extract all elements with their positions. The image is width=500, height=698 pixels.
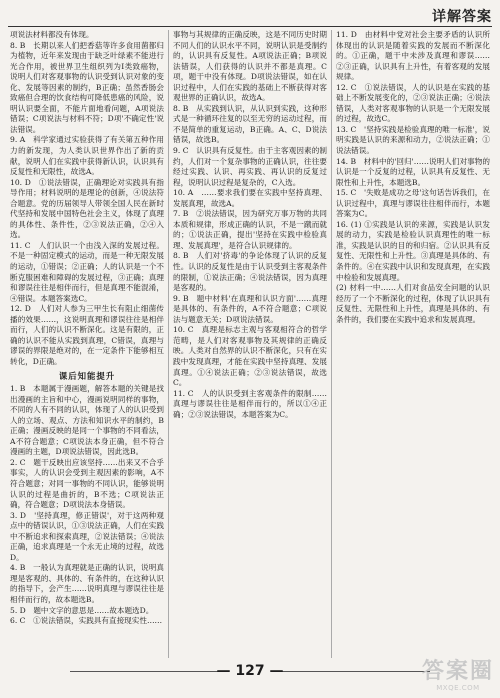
answer-paragraph: 8. B 长期以来人们把香菇等许多食用菌都归为植物，近年来发现由于缺乏叶绿素不能进行光合作用，被世界卫生组织列为Ⅰ类致癌物，说明人们对客观事物的认识受到认识对象的变化、发展等因素的制约，B正确；虽然香肠会致癌但合理的饮食结构可降低患癌的风险，说明认识要全面，不能片面地看问题，A项说法错误；C项说法与材料不符；D项'不确定性'说法错误。 bbox=[10, 40, 164, 134]
answer-paragraph: 4. B 一般认为真理就是正确的认识，说明真理是客观的、具体的、有条件的，在这种认识的指导下，会产生……说明真理与谬误往往是相伴而行的，故本题选B。 bbox=[10, 563, 164, 604]
answer-paragraph: 9. A 科学家通过实验获得了有关第五种作用力的新发现，为人类认识世界作出了新的贡献，说明人们在实践中获得新认识，认识具有反复性和无限性，故选A。 bbox=[10, 135, 164, 177]
answer-paragraph: 14. B 材料中的'回归'……说明人们对事物的认识是一个反复的过程，认识具有反复性、无限性和上升性，本题选B。 bbox=[336, 156, 490, 187]
answer-paragraph: 事物与其规律的正确反映，这是不同历史时期不同人们的认识水平不同，说明认识是受制约的，认识具有反复性。A项说法正确；B项说法错误，人们获得的认识并不都是真理。C项，题干中没有体现。D项说法错误，如在认识过程中，人们在实践的基础上不断获得对客观世界的正确认识，故选A。 bbox=[173, 30, 327, 103]
answer-paragraph: 12. D 人们对人参为三甲生长有阻止细菌传播的效果……，这说明真理和谬误往往是相伴而行，人们的认识不断深化。这是有限的，正确的认识不能从实践到真理，C错误，真理与谬误的界限是绝对的，在一定条件下能够相互转化，D正确。 bbox=[10, 304, 164, 366]
answer-paragraph: 16. (1) ①实践是认识的来源，实践是认识发展的动力，实践是检验认识真理性的唯一标准，实践是认识的目的和归宿。②认识具有反复性、无限性和上升性。③真理是具体的、有条件的。④在实践中认识和发现真理，在实践中检验和发展真理。 bbox=[336, 219, 490, 282]
answer-paragraph: 9. C 认识具有反复性。由于主客观因素的制约，人们对一个复杂事物的正确认识，往往要经过实践、认识、再实践、再认识的反复过程，说明认识过程是复杂的，C入选。 bbox=[173, 146, 327, 187]
answer-paragraph: 13. C '坚持实践是检验真理的唯一标准'，说明实践是认识的来源和动力，②说法正确；①说法错误。 bbox=[336, 124, 490, 156]
answer-paragraph: 1. B 本题属于漫画题，解答本题的关键是找出漫画的主旨和中心，漫画说明同样的事物，不同的人有不同的认识，体现了人的认识受到人的立场、观点、方法和知识水平的制约，B正确；漫画反映的是同一个事物的不同看法，A不符合题意；C项说法本身正确，但不符合漫画的主题，D项说法错误，因此选B。 bbox=[10, 384, 164, 457]
answer-paragraph: 8. B 人们对'挤毒'的争论体现了认识的反复性。认识的反复性是由于认识受到主客观条件的限制，①说法正确；④说法错误，因为真理是客观的。 bbox=[173, 251, 327, 293]
answer-paragraph: (2) 材料一中……人们对食品安全问题的认识经历了一个不断深化的过程，体现了认识具有反复性、无限性和上升性，真理是具体的、有条件的，我们要在实践中追求和发展真理。 bbox=[336, 283, 490, 324]
answer-paragraph: 15. C '失败是成功之母'这句话告诉我们，在认识过程中，真理与谬误往往相伴而行，本题答案为C。 bbox=[336, 188, 490, 219]
header-title: 详解答案 bbox=[432, 9, 492, 25]
answer-paragraph: 8. B 从实践到认识，从认识到实践，这种形式是一种循环往复的以至无穷的运动过程，而不是简单的重复运动，B正确。A、C、D说法错误，故选B。 bbox=[173, 103, 327, 145]
answer-column-3 bbox=[336, 30, 490, 325]
watermark-logo bbox=[422, 660, 494, 692]
answer-paragraph: 12. C ①说法错误，人的认识是在实践的基础上不断发展变化的，②③说法正确；④说法错误，人类对客观事物的认识是一个无限发展的过程，故选C。 bbox=[336, 82, 490, 124]
answer-paragraph: 9. B 题中材料'在真理和认识方面'……真理是具体的、有条件的，A不符合题意；C项说法与题意无关；D项说法错误。 bbox=[173, 293, 327, 324]
answer-paragraph: 10. A ……要求我们要在实践中坚持真理、发展真理，故选A。 bbox=[173, 188, 327, 208]
answer-paragraph: 11. C 人们认识一个由浅入深的发展过程。不是一种固定模式的运动，而是一种无限发展的运动，①错误；②正确；人的认识是一个不断克服困难和障碍的发展过程，③正确；真理和谬误往往是相伴而行，但是真理不能混淆，④错误。本题答案选C。 bbox=[10, 240, 164, 303]
header-rule bbox=[8, 26, 492, 27]
watermark-domain: MXQE.COM bbox=[436, 684, 480, 692]
answer-column-2 bbox=[173, 30, 327, 420]
answer-paragraph: 5. D 题中文字的意思是……故本题选D。 bbox=[10, 605, 154, 615]
answer-paragraph: 项说法材料都没有体现。 bbox=[10, 30, 94, 39]
section-heading: 课后知能提升 bbox=[58, 370, 116, 381]
column-divider bbox=[331, 30, 332, 658]
page-number-value: 127 bbox=[235, 663, 265, 679]
watermark-text: 答案圈 bbox=[421, 659, 494, 684]
page-number: — 127 — bbox=[216, 663, 284, 679]
answer-paragraph: 10. C 真理是标志主观与客观相符合的哲学范畴，是人们对客观事物及其规律的正确反映。人类对自然界的认识不断深化，只有在实践中发现真理，才能在实践中坚持真理、发展真理。①④说法正确；②③说法错误，故选C。 bbox=[173, 325, 327, 388]
answer-paragraph: 6. C ①说法错误，实践具有直接现实性…… bbox=[10, 616, 163, 626]
answer-paragraph: 7. B ②说法错误，因为研究万事万物的共同本质和规律，形成正确的认识，不是一蹴而就的；①说法正确，提出'坚持在实践中检验真理、发展真理'，是符合认识规律的。 bbox=[173, 209, 327, 250]
answer-paragraph: 3. D '坚持真理，修正错误'，对于这两种观点中的错误认识，①③说法正确，人们在实践中不断追求和探索真理，②说法错误；④说法正确，追求真理是一个永无止境的过程，故选D。 bbox=[10, 510, 164, 562]
answer-paragraph: 11. D 由材料中党对社会主要矛盾的认识所体现出的认识是随着实践的发展而不断深化的。①正确，题干中未涉及真理和谬误……②③正确，认识具有上升性，有着客观的发展规律。 bbox=[336, 30, 490, 82]
answer-paragraph: 2. C 题干反映出应该坚持……出来又不合乎事实，人的认识会受到主观因素的影响，A不符合题意；对同一事物的不同认识，能够说明认识的过程是曲折的，B不选；C项说法正确，符合题意；D项说法本身错误。 bbox=[10, 457, 164, 510]
answer-paragraph: 10. D ①说法错误，正确理论对实践具有指导作用；材料说明的是理论的创新，④说法符合题意。党的历届领导人带领全国人民在新时代坚持和发展中国特色社会主义，体现了真理的具体性、条件性，②③说法正确，②④入选。 bbox=[10, 177, 164, 240]
answer-column-1 bbox=[10, 30, 164, 627]
column-divider bbox=[168, 30, 169, 658]
answer-paragraph: 11. C 人的认识受到主客观条件的限制……真理与谬误往往是相伴而行的，所以①④正确；②③说法错误，本题答案为C。 bbox=[173, 388, 327, 419]
